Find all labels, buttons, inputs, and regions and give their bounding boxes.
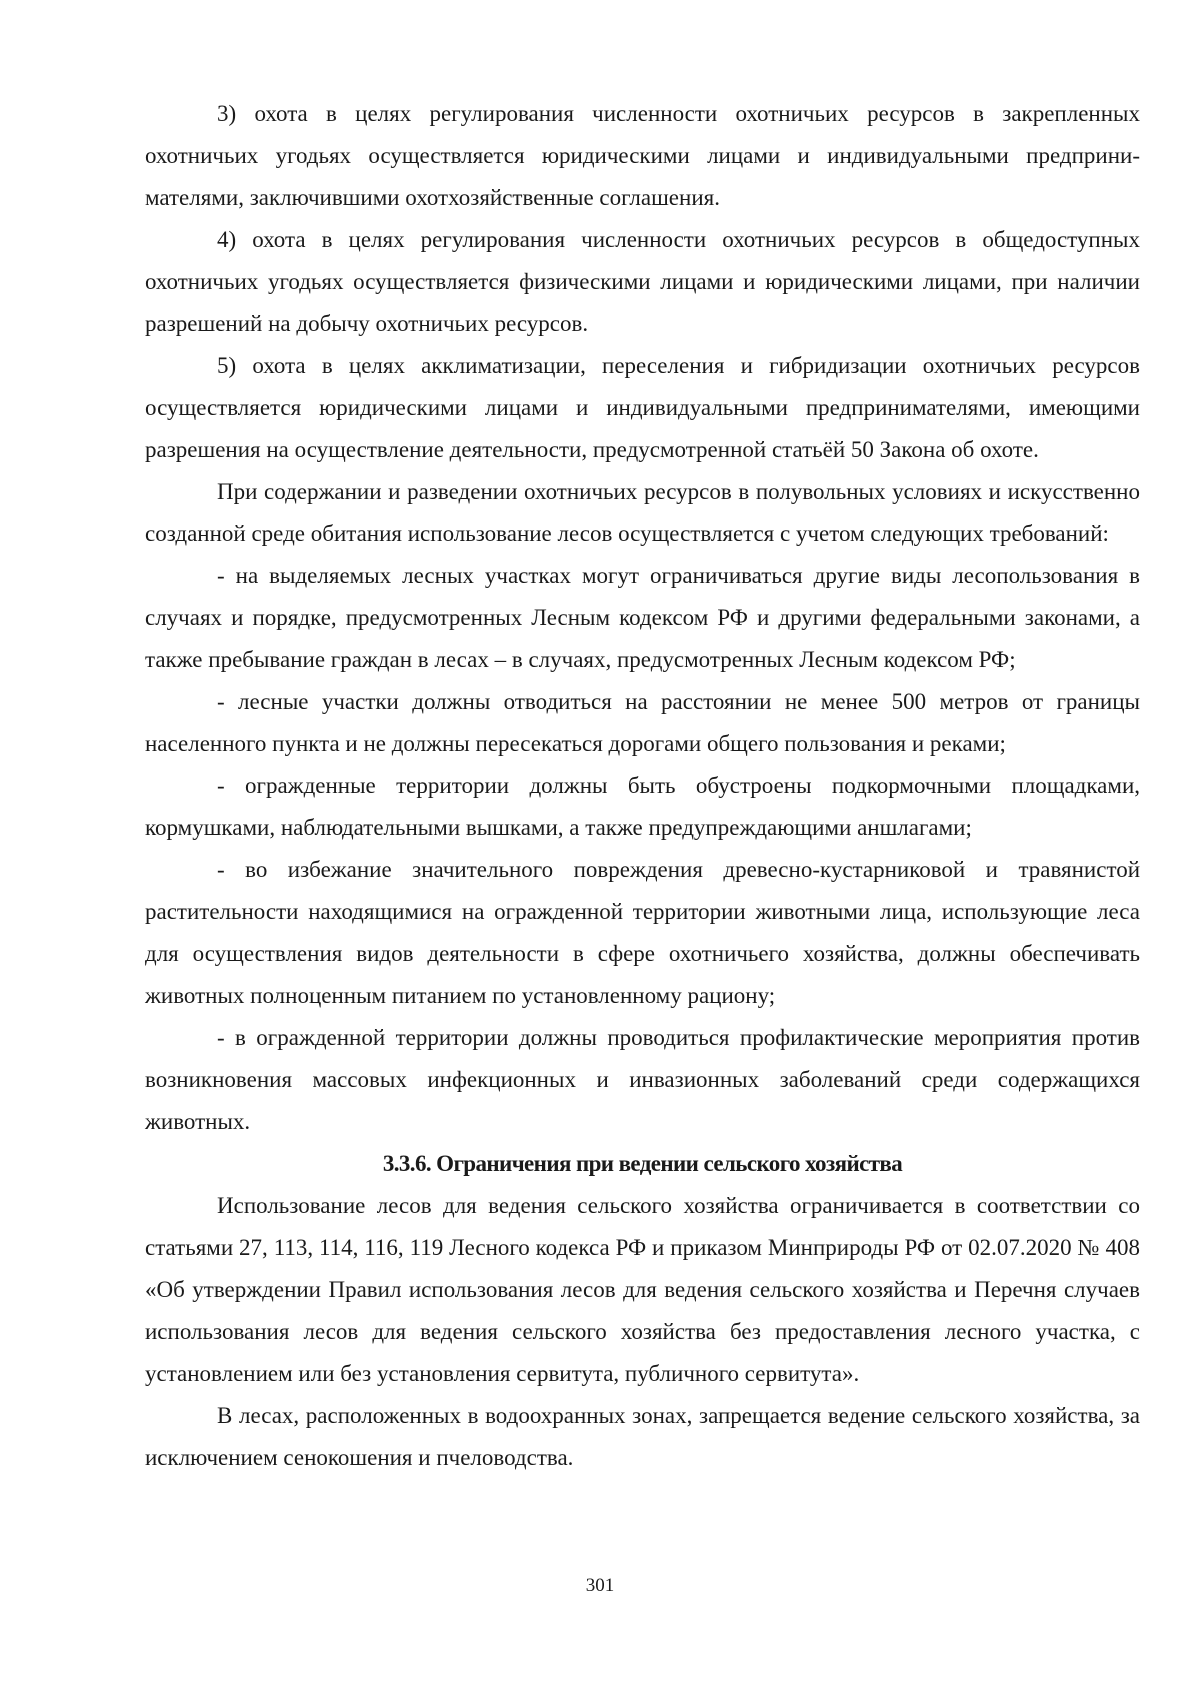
paragraph-agriculture-restrictions: Использование лесов для ведения сельского хозяйства ограничивается в соответствии со статьями 27, 113, 114, 116, 119 Лесного кодекса РФ и приказом Минприроды РФ от 02.07.2020 № 408 «Об утверждении Правил использования лесов для ведения сельского хозяйства и Перечня случаев использования лесов для ведения сельского хозяйства без предоставления лесного участка, с установлением или без установления сервитута, публичного сервитута».: [145, 1193, 1140, 1386]
document-page: [145, 93, 1140, 1479]
list-item-distance-requirement: - лесные участки должны отводиться на расстоянии не менее 500 метров от границы населенного пункта и не должны пересекаться дорогами общего пользования и реками;: [145, 689, 1140, 756]
list-item-disease-prevention: - в огражденной территории должны проводиться профилактические мероприятия против возникновения массовых инфекционных и инвазионных заболеваний среди содержащихся животных.: [145, 1025, 1140, 1134]
paragraph-hunting-regulation-public: 4) охота в целях регулирования численности охотничьих ресурсов в общедоступных охотничьих угодьях осуществляется физическими лицами и юридическими лицами, при наличии разрешений на добычу охотничьих ресурсов.: [145, 227, 1140, 336]
paragraph-hunting-acclimatization: 5) охота в целях акклиматизации, переселения и гибридизации охотничьих ресурсов осуществляется юридическими лицами и индивидуальными предпринимателями, имеющими разрешения на осуществление деятельности, предусмотренной статьёй 50 Закона об охоте.: [145, 353, 1140, 462]
paragraph-hunting-regulation-assigned: 3) охота в целях регулирования численности охотничьих ресурсов в закрепленных охотничьих угодьях осуществляется юридическими лицами и индивидуальными предпринимателями, заключившими охотхозяйственные соглашения.: [145, 101, 1140, 210]
page-number: 301: [585, 1575, 615, 1596]
list-item-fenced-territory-equipment: - огражденные территории должны быть обустроены подкормочными площадками, кормушками, наблюдательными вышками, а также предупреждающими аншлагами;: [145, 773, 1140, 840]
section-heading-agriculture: 3.3.6. Ограничения при ведении сельского хозяйства: [382, 1151, 903, 1176]
list-item-animal-feeding: - во избежание значительного повреждения древесно-кустарниковой и травянистой растительности находящимися на огражденной территории животными лица, использующие леса для осуществления видов деятельности в сфере охотничьего хозяйства, должны обеспечивать животных полноценным питанием по установленному рациону;: [145, 857, 1140, 1008]
paragraph-water-protection-zones: В лесах, расположенных в водоохранных зонах, запрещается ведение сельского хозяйства, за исключением сенокошения и пчеловодства.: [145, 1403, 1140, 1470]
list-item-restricted-forest-use: - на выделяемых лесных участках могут ограничиваться другие виды лесопользования в случаях и порядке, предусмотренных Лесным кодексом РФ и другими федеральными законами, а также пребывание граждан в лесах – в случаях, предусмотренных Лесным кодексом РФ;: [145, 563, 1140, 672]
paragraph-semi-free-conditions: При содержании и разведении охотничьих ресурсов в полувольных условиях и искусственно созданной среде обитания использование лесов осуществляется с учетом следующих требований:: [145, 479, 1140, 546]
